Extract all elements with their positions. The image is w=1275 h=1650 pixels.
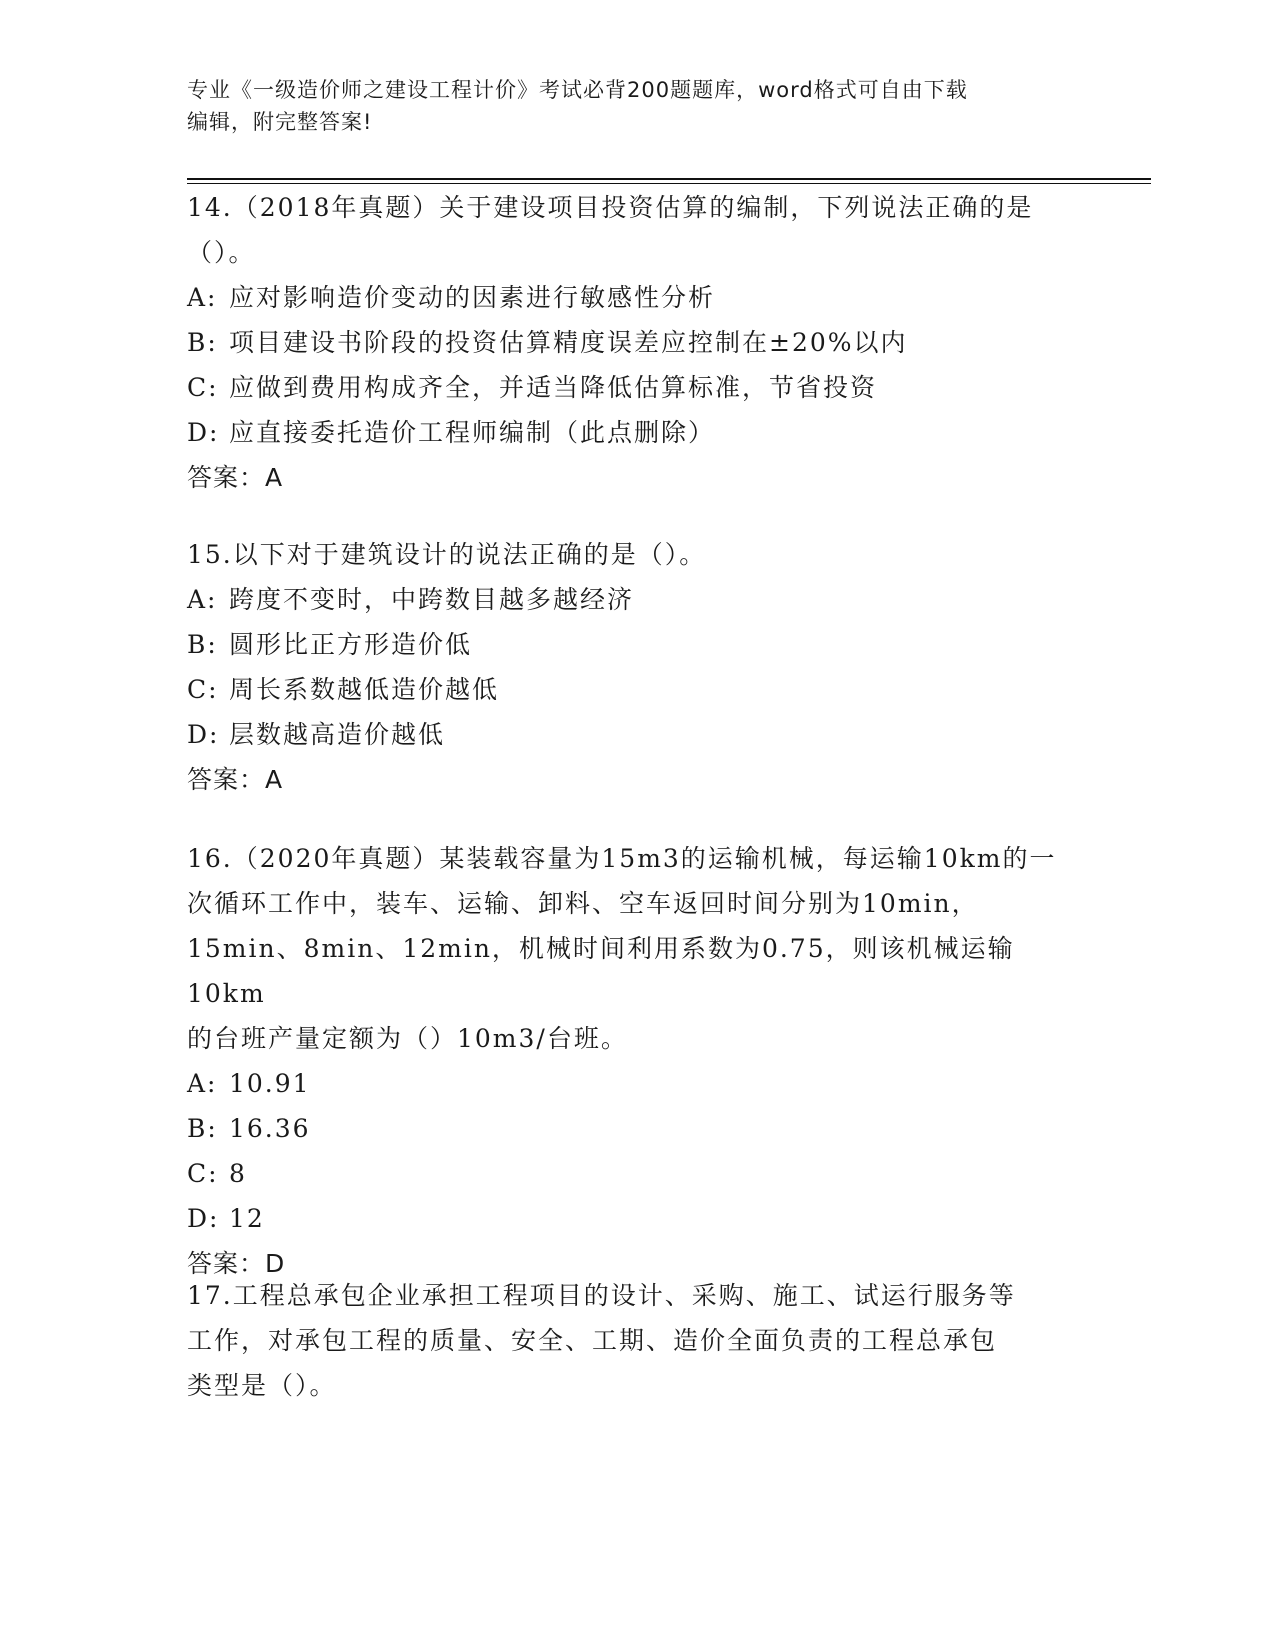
option-d bbox=[187, 410, 1087, 455]
option-letter: B: bbox=[187, 328, 218, 357]
option-letter: D: bbox=[187, 418, 220, 447]
header-line-1: 专业《一级造价师之建设工程计价》考试必背200题题库，word格式可自由下载 bbox=[187, 78, 968, 102]
question-text-line: 17.工程总承包企业承担工程项目的设计、采购、施工、试运行服务等 bbox=[187, 1281, 1016, 1310]
option-letter: C: bbox=[187, 675, 219, 704]
option-text: 项目建设书阶段的投资估算精度误差应控制在±20%以内 bbox=[229, 328, 908, 357]
option-text: 16.36 bbox=[229, 1114, 311, 1143]
option-text: 圆形比正方形造价低 bbox=[229, 630, 473, 659]
question-text-line: （）。 bbox=[187, 238, 256, 267]
option-b bbox=[187, 1106, 1087, 1151]
option-c bbox=[187, 365, 1087, 410]
option-text: 12 bbox=[229, 1204, 265, 1233]
question-16 bbox=[187, 836, 1087, 1286]
question-text-line: 16.（2020年真题）某装载容量为15m3的运输机械，每运输10km的一 bbox=[187, 844, 1057, 873]
option-letter: A: bbox=[187, 1069, 218, 1098]
option-c bbox=[187, 667, 1087, 712]
option-letter: C: bbox=[187, 1159, 219, 1188]
document-header bbox=[187, 74, 1087, 138]
option-letter: B: bbox=[187, 1114, 218, 1143]
question-text-line: 的台班产量定额为（）10m3/台班。 bbox=[187, 1024, 628, 1053]
question-text-line: 15.以下对于建筑设计的说法正确的是（）。 bbox=[187, 540, 707, 569]
answer-line: 答案：A bbox=[187, 463, 284, 492]
option-a bbox=[187, 1061, 1087, 1106]
question-17 bbox=[187, 1273, 1087, 1408]
option-text: 8 bbox=[229, 1159, 247, 1188]
question-text-line: 15min、8min、12min，机械时间利用系数为0.75，则该机械运输10km bbox=[187, 934, 1015, 1008]
header-divider-thin bbox=[187, 183, 1151, 184]
header-line-2: 编辑，附完整答案! bbox=[187, 110, 373, 134]
option-c bbox=[187, 1151, 1087, 1196]
option-a bbox=[187, 275, 1087, 320]
option-text: 周长系数越低造价越低 bbox=[229, 675, 500, 704]
option-d bbox=[187, 712, 1087, 757]
option-text: 应直接委托造价工程师编制（此点删除） bbox=[229, 418, 716, 447]
question-15 bbox=[187, 532, 1087, 802]
option-text: 层数越高造价越低 bbox=[229, 720, 446, 749]
option-text: 10.91 bbox=[229, 1069, 311, 1098]
question-text-line: 14.（2018年真题）关于建设项目投资估算的编制，下列说法正确的是 bbox=[187, 193, 1034, 222]
option-a bbox=[187, 577, 1087, 622]
option-d bbox=[187, 1196, 1087, 1241]
option-letter: A: bbox=[187, 585, 218, 614]
option-letter: C: bbox=[187, 373, 219, 402]
option-letter: A: bbox=[187, 283, 218, 312]
question-text-line: 类型是（）。 bbox=[187, 1371, 337, 1400]
option-b bbox=[187, 622, 1087, 667]
option-b bbox=[187, 320, 1087, 365]
question-14 bbox=[187, 185, 1087, 500]
question-text-line: 工作，对承包工程的质量、安全、工期、造价全面负责的工程总承包 bbox=[187, 1326, 998, 1355]
answer-line: 答案：A bbox=[187, 765, 284, 794]
answer-line: 答案：D bbox=[187, 1249, 286, 1278]
option-text: 应做到费用构成齐全，并适当降低估算标准，节省投资 bbox=[229, 373, 878, 402]
option-letter: D: bbox=[187, 720, 220, 749]
option-letter: D: bbox=[187, 1204, 220, 1233]
question-text-line: 次循环工作中，装车、运输、卸料、空车返回时间分别为10min， bbox=[187, 889, 979, 918]
header-divider-thick bbox=[187, 178, 1151, 180]
option-text: 跨度不变时，中跨数目越多越经济 bbox=[229, 585, 635, 614]
option-letter: B: bbox=[187, 630, 218, 659]
option-text: 应对影响造价变动的因素进行敏感性分析 bbox=[229, 283, 716, 312]
